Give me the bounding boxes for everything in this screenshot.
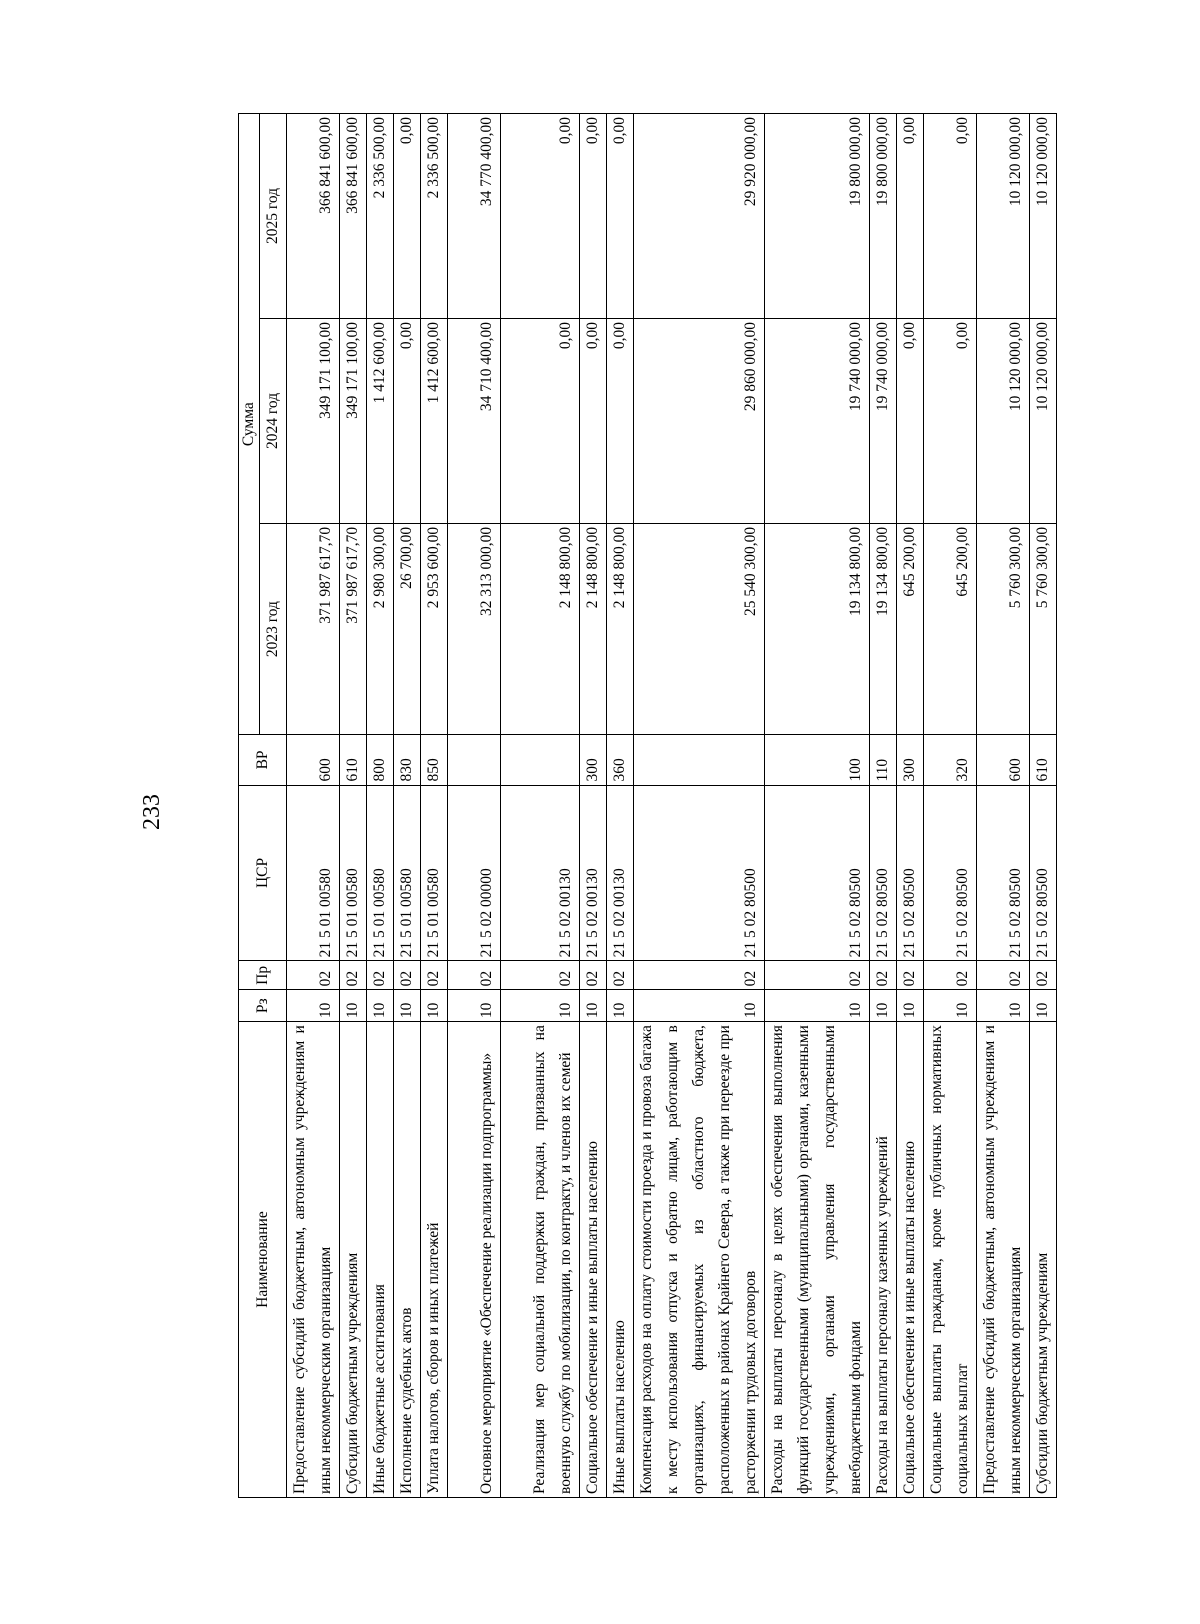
row-name: Иные выплаты населению (607, 1022, 634, 1498)
row-sum-2024: 34 710 400,00 (448, 318, 501, 523)
row-vr: 800 (367, 735, 394, 785)
row-sum-2024: 349 171 100,00 (340, 318, 367, 523)
row-name: Исполнение судебных актов (394, 1022, 421, 1498)
row-vr: 110 (870, 735, 897, 785)
row-name: Иные бюджетные ассигнования (367, 1022, 394, 1498)
row-pr: 02 (580, 961, 607, 990)
row-sum-2023: 26 700,00 (394, 523, 421, 734)
page-number: 233 (139, 794, 165, 830)
row-pr: 02 (607, 961, 634, 990)
row-sum-2023: 32 313 000,00 (448, 523, 501, 734)
row-vr: 320 (924, 735, 977, 785)
row-name: Социальное обеспечение и иные выплаты населению (580, 1022, 607, 1498)
row-pr: 02 (448, 961, 501, 990)
row-sum-2023: 2 148 800,00 (580, 523, 607, 734)
row-pr: 02 (924, 961, 977, 990)
row-pr: 02 (765, 961, 870, 990)
row-name: Основное мероприятие «Обеспечение реализации подпрограммы» (448, 1022, 501, 1498)
row-sum-2025: 366 841 600,00 (287, 114, 340, 319)
row-sum-2024: 1 412 600,00 (367, 318, 394, 523)
row-csr: 21 5 01 00580 (287, 785, 340, 961)
row-sum-2025: 0,00 (501, 114, 580, 319)
row-vr: 300 (580, 735, 607, 785)
row-sum-2025: 29 920 000,00 (634, 114, 765, 319)
row-vr: 600 (977, 735, 1030, 785)
table-row (897, 114, 924, 1498)
row-sum-2025: 10 120 000,00 (977, 114, 1030, 319)
row-vr: 300 (897, 735, 924, 785)
row-pr: 02 (421, 961, 448, 990)
row-rz: 10 (1030, 990, 1057, 1022)
table-row (1030, 114, 1057, 1498)
row-name: Субсидии бюджетным учреждениям (340, 1022, 367, 1498)
row-sum-2024: 19 740 000,00 (870, 318, 897, 523)
row-sum-2024: 0,00 (394, 318, 421, 523)
row-rz: 10 (580, 990, 607, 1022)
row-sum-2025: 19 800 000,00 (870, 114, 897, 319)
header-2024: 2024 год (260, 318, 287, 523)
row-name: Реализация мер социальной поддержки граждан, призванных на военную службу по мобилизации, по контракту, и членов их семей (501, 1022, 580, 1498)
row-vr (634, 735, 765, 785)
row-rz: 10 (977, 990, 1030, 1022)
row-sum-2023: 2 953 600,00 (421, 523, 448, 734)
header-2023: 2023 год (260, 523, 287, 734)
row-pr: 02 (897, 961, 924, 990)
row-vr (501, 735, 580, 785)
row-sum-2023: 5 760 300,00 (977, 523, 1030, 734)
row-vr: 600 (287, 735, 340, 785)
header-name: Наименование (239, 1022, 287, 1498)
table-row (421, 114, 448, 1498)
row-sum-2024: 10 120 000,00 (977, 318, 1030, 523)
row-sum-2025: 366 841 600,00 (340, 114, 367, 319)
row-pr: 02 (501, 961, 580, 990)
row-sum-2023: 645 200,00 (924, 523, 977, 734)
row-sum-2024: 0,00 (897, 318, 924, 523)
row-name: Субсидии бюджетным учреждениям (1030, 1022, 1057, 1498)
row-sum-2025: 2 336 500,00 (421, 114, 448, 319)
row-vr: 610 (340, 735, 367, 785)
row-csr: 21 5 02 00130 (501, 785, 580, 961)
table-row (924, 114, 977, 1498)
row-rz: 10 (421, 990, 448, 1022)
table-row (870, 114, 897, 1498)
row-sum-2023: 2 148 800,00 (501, 523, 580, 734)
row-name: Расходы на выплаты персоналу казенных учреждений (870, 1022, 897, 1498)
row-sum-2025: 34 770 400,00 (448, 114, 501, 319)
row-csr: 21 5 02 00130 (580, 785, 607, 961)
row-sum-2024: 0,00 (924, 318, 977, 523)
row-sum-2025: 0,00 (607, 114, 634, 319)
row-csr: 21 5 02 80500 (634, 785, 765, 961)
table-row (367, 114, 394, 1498)
row-rz: 10 (394, 990, 421, 1022)
row-name: Предоставление субсидий бюджетным, автономным учреждениям и иным некоммерческим организациям (287, 1022, 340, 1498)
row-sum-2023: 19 134 800,00 (870, 523, 897, 734)
row-sum-2024: 10 120 000,00 (1030, 318, 1057, 523)
row-name: Уплата налогов, сборов и иных платежей (421, 1022, 448, 1498)
row-sum-2025: 0,00 (924, 114, 977, 319)
row-vr: 360 (607, 735, 634, 785)
row-sum-2025: 0,00 (394, 114, 421, 319)
row-csr: 21 5 02 80500 (1030, 785, 1057, 961)
row-name: Социальные выплаты гражданам, кроме публичных нормативных социальных выплат (924, 1022, 977, 1498)
row-pr: 02 (340, 961, 367, 990)
row-csr: 21 5 02 00130 (607, 785, 634, 961)
table-row (287, 114, 340, 1498)
row-pr: 02 (977, 961, 1030, 990)
row-vr: 830 (394, 735, 421, 785)
row-sum-2023: 371 987 617,70 (287, 523, 340, 734)
row-rz: 10 (340, 990, 367, 1022)
row-sum-2025: 10 120 000,00 (1030, 114, 1057, 319)
row-rz: 10 (607, 990, 634, 1022)
row-sum-2024: 0,00 (580, 318, 607, 523)
table-row (607, 114, 634, 1498)
row-rz: 10 (870, 990, 897, 1022)
table-row (977, 114, 1030, 1498)
row-vr: 850 (421, 735, 448, 785)
row-csr: 21 5 01 00580 (394, 785, 421, 961)
row-pr: 02 (367, 961, 394, 990)
row-rz: 10 (634, 990, 765, 1022)
row-rz: 10 (501, 990, 580, 1022)
row-sum-2024: 19 740 000,00 (765, 318, 870, 523)
table-row (765, 114, 870, 1498)
row-sum-2024: 349 171 100,00 (287, 318, 340, 523)
budget-table (238, 113, 1057, 1498)
row-csr: 21 5 02 80500 (977, 785, 1030, 961)
row-csr: 21 5 01 00580 (340, 785, 367, 961)
row-sum-2024: 0,00 (607, 318, 634, 523)
row-rz: 10 (924, 990, 977, 1022)
rotated-table-container (238, 113, 1051, 1498)
row-sum-2023: 2 980 300,00 (367, 523, 394, 734)
row-sum-2024: 1 412 600,00 (421, 318, 448, 523)
row-sum-2025: 2 336 500,00 (367, 114, 394, 319)
row-sum-2023: 25 540 300,00 (634, 523, 765, 734)
row-csr: 21 5 02 80500 (924, 785, 977, 961)
table-row (501, 114, 580, 1498)
row-rz: 10 (765, 990, 870, 1022)
row-rz: 10 (897, 990, 924, 1022)
row-sum-2023: 371 987 617,70 (340, 523, 367, 734)
row-name: Расходы на выплаты персоналу в целях обеспечения выполнения функций государственными (муниципальными) органами, казенными учреждениями, органами управления государственными внебюджетными фондами (765, 1022, 870, 1498)
row-csr: 21 5 02 00000 (448, 785, 501, 961)
table-row (634, 114, 765, 1498)
header-2025: 2025 год (260, 114, 287, 319)
row-name: Предоставление субсидий бюджетным, автономным учреждениям и иным некоммерческим организациям (977, 1022, 1030, 1498)
row-vr: 610 (1030, 735, 1057, 785)
row-vr: 100 (765, 735, 870, 785)
row-csr: 21 5 02 80500 (870, 785, 897, 961)
row-sum-2023: 5 760 300,00 (1030, 523, 1057, 734)
row-pr: 02 (1030, 961, 1057, 990)
row-sum-2023: 2 148 800,00 (607, 523, 634, 734)
table-row (340, 114, 367, 1498)
header-csr: ЦСР (239, 785, 287, 961)
table-header (239, 114, 287, 1498)
header-vr: ВР (239, 735, 287, 785)
table-row (580, 114, 607, 1498)
row-name: Компенсация расходов на оплату стоимости проезда и провоза багажа к месту использования отпуска и обратно лицам, работающим в организациях, финансируемых из областного бюджета, расположенных в районах Крайнего Севера, а также при переезде при расторжении трудовых договоров (634, 1022, 765, 1498)
header-pr: Пр (239, 961, 287, 990)
row-pr: 02 (634, 961, 765, 990)
table-row (448, 114, 501, 1498)
row-sum-2023: 645 200,00 (897, 523, 924, 734)
row-sum-2025: 0,00 (897, 114, 924, 319)
table-body (287, 114, 1057, 1498)
row-csr: 21 5 02 80500 (765, 785, 870, 961)
row-pr: 02 (870, 961, 897, 990)
row-sum-2023: 19 134 800,00 (765, 523, 870, 734)
table-row (394, 114, 421, 1498)
row-csr: 21 5 01 00580 (421, 785, 448, 961)
row-sum-2024: 29 860 000,00 (634, 318, 765, 523)
row-rz: 10 (287, 990, 340, 1022)
row-sum-2024: 0,00 (501, 318, 580, 523)
row-rz: 10 (367, 990, 394, 1022)
row-vr (448, 735, 501, 785)
header-sum: Сумма (239, 114, 260, 735)
row-pr: 02 (394, 961, 421, 990)
row-name: Социальное обеспечение и иные выплаты населению (897, 1022, 924, 1498)
row-csr: 21 5 01 00580 (367, 785, 394, 961)
row-csr: 21 5 02 80500 (897, 785, 924, 961)
row-sum-2025: 19 800 000,00 (765, 114, 870, 319)
header-rz: Рз (239, 990, 287, 1022)
row-sum-2025: 0,00 (580, 114, 607, 319)
row-pr: 02 (287, 961, 340, 990)
row-rz: 10 (448, 990, 501, 1022)
